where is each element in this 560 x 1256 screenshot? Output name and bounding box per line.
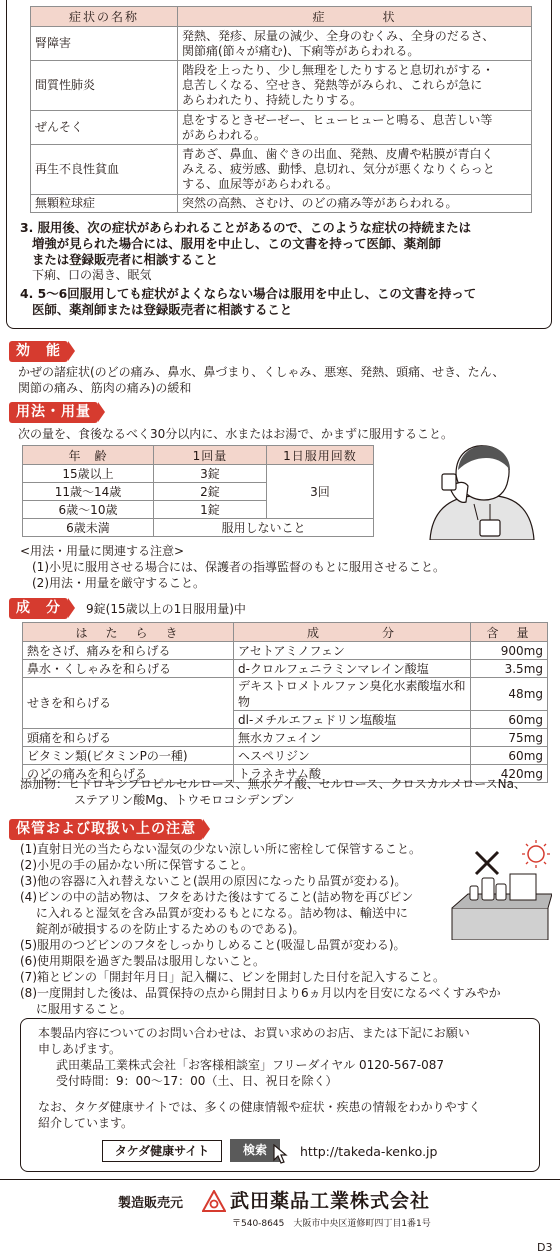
dosage-notes: <用法・用量に関連する注意> (1)小児に服用させる場合には、保護者の指導監督のもとに服用させること。 (2)用法・用量を厳守すること。 <box>20 544 446 590</box>
ingredients-heading: 成 分 <box>9 598 68 619</box>
dosage-table <box>22 445 374 537</box>
no-dose-cell: 服用しないこと <box>154 519 374 537</box>
action-header: は た ら き <box>23 623 234 642</box>
warning-3: 3. 服用後、次の症状があらわれることがあるので、このような症状の持続または 増強が見られた場合には、服用を中止し、この文書を持って医師、薬剤師 または登録販売者に相談すること 下痢、口の渇き、眠気 <box>20 220 472 282</box>
amount-header: 1回量 <box>154 446 267 465</box>
ingredients-subtitle: 9錠(15歳以上の1日服用量)中 <box>86 602 246 616</box>
symptom-name: 再生不良性貧血 <box>31 145 178 195</box>
amount-cell: 48mg <box>471 678 548 711</box>
amount-cell: 1錠 <box>154 501 267 519</box>
component-cell: デキストロメトルファン臭化水素酸塩水和物 <box>234 678 471 711</box>
symptom-name: 無顆粒球症 <box>31 195 178 213</box>
amount-cell: 75mg <box>471 729 548 747</box>
symptom-name: 腎障害 <box>31 27 178 61</box>
warning-4: 4. 5～6回服用しても症状がよくならない場合は服用を中止し、この文書を持って 医師、薬剤師または登録販売者に相談すること <box>20 286 477 317</box>
action-cell: せきを和らげる <box>23 678 234 729</box>
efficacy-text: かぜの諸症状(のどの痛み、鼻水、鼻づまり、くしゃみ、悪寒、発熱、頭痛、せき、たん、 関節の痛み、筋肉の痛み)の緩和 <box>18 365 505 395</box>
amount-header: 含 量 <box>471 623 548 642</box>
action-cell: ビタミン類(ビタミンPの一種) <box>23 747 234 765</box>
storage-list: (1)直射日光の当たらない湿気の少ない涼しい所に密栓して保管すること。 (2)小児の手の届かない所に保管すること。 (3)他の容器に入れ替えないこと(誤用の原因になったり品質が変わる)。 (4)ビンの中の詰め物は、フタをあけた後はすてること(詰め物を再びビン に入れると湿気を含み品質が変わるもとになる。詰め物は、輸送中に 錠剤が破損するのを防止するためのものである)。 (5)服用のつどビンのフタをしっかりしめること(吸湿し品質が変わる)。 (6)使用期限を過ぎた製品は服用しないこと。 (7)箱とビンの「開封年月日」記入欄に、ビンを開封した日付を記入すること。 (8)一度開封した後は、品質保持の点から開封日より6ヵ月以内を目安になるべくすみやか に服用すること。 <box>20 842 501 1016</box>
maker-label: 製造販売元 <box>118 1196 184 1211</box>
times-cell: 3回 <box>267 465 374 519</box>
component-cell: dl-メチルエフェドリン塩酸塩 <box>234 711 471 729</box>
age-cell: 11歳～14歳 <box>23 483 154 501</box>
component-header: 成 分 <box>234 623 471 642</box>
symptom-name: 間質性肺炎 <box>31 61 178 111</box>
search-button[interactable]: 検索 <box>230 1139 280 1162</box>
symptom-name: ぜんそく <box>31 111 178 145</box>
page-code: D3 <box>537 1241 553 1254</box>
amount-cell: 3.5mg <box>471 660 548 678</box>
action-cell: 鼻水・くしゃみを和らげる <box>23 660 234 678</box>
divider <box>0 1179 560 1180</box>
contact-text: 本製品内容についてのお問い合わせは、お買い求めのお店、または下記にお願い 申しあげます。 武田薬品工業株式会社「お客様相談室」フリーダイヤル 0120-567-087 受付時間：9：00～17：00（土、日、祝日を除く） なお、タケダ健康サイトでは、多くの健康情報や症状・疾患の情報をわかりやすく 紹介しています。 <box>38 1026 481 1130</box>
component-cell: 無水カフェイン <box>234 729 471 747</box>
component-cell: アセトアミノフェン <box>234 642 471 660</box>
company-name: 武田薬品工業株式会社 <box>230 1190 431 1212</box>
ingredients-table <box>22 622 548 783</box>
symptom-desc: 息をするときゼーゼー、ヒューヒューと鳴る、息苦しい等 があらわれる。 <box>178 111 532 145</box>
symptom-name-header: 症状の名称 <box>31 7 178 27</box>
amount-cell: 2錠 <box>154 483 267 501</box>
component-cell: トラネキサム酸 <box>234 765 471 783</box>
component-cell: ヘスペリジン <box>234 747 471 765</box>
company-address: 〒540-8645 大阪市中央区道修町四丁目1番1号 <box>232 1219 431 1229</box>
age-header: 年 齢 <box>23 446 154 465</box>
amount-cell: 900mg <box>471 642 548 660</box>
amount-cell: 60mg <box>471 747 548 765</box>
efficacy-heading: 効 能 <box>9 341 68 362</box>
takeda-logo-icon <box>202 1190 226 1212</box>
symptom-desc: 青あざ、鼻血、歯ぐきの出血、発熱、皮膚や粘膜が青白く みえる、疲労感、動悸、息切れ、気分が悪くなりくらっと する、血尿等があらわれる。 <box>178 145 532 195</box>
prohibited-x-icon <box>476 852 498 874</box>
action-cell: 頭痛を和らげる <box>23 729 234 747</box>
dosage-intro: 次の量を、食後なるべく30分以内に、水またはお湯で、かまずに服用すること。 <box>18 427 454 441</box>
dosage-heading: 用法・用量 <box>9 402 98 423</box>
symptom-table <box>30 6 532 213</box>
symptom-desc: 階段を上ったり、少し無理をしたりすると息切れがする・ 息苦しくなる、空せき、発熱等がみられ、これらが急に あらわれたり、持続したりする。 <box>178 61 532 111</box>
symptom-desc: 発熱、発疹、尿量の減少、全身のむくみ、全身のだるさ、 関節痛(節々が痛む)、下痢等があらわれる。 <box>178 27 532 61</box>
age-cell: 6歳～10歳 <box>23 501 154 519</box>
cursor-icon <box>272 1144 288 1164</box>
site-url[interactable]: http://takeda-kenko.jp <box>300 1144 438 1159</box>
times-header: 1日服用回数 <box>267 446 374 465</box>
person-taking-medicine-icon <box>420 440 542 540</box>
component-cell: d-クロルフェニラミンマレイン酸塩 <box>234 660 471 678</box>
storage-heading: 保管および取扱い上の注意 <box>9 819 203 840</box>
action-cell: のどの痛みを和らげる <box>23 765 234 783</box>
sun-icon <box>522 840 550 868</box>
storage-warning-illustration <box>448 840 552 940</box>
action-cell: 熱をさげ、痛みを和らげる <box>23 642 234 660</box>
age-cell: 6歳未満 <box>23 519 154 537</box>
age-cell: 15歳以上 <box>23 465 154 483</box>
symptom-desc: 突然の高熱、さむけ、のどの痛み等があらわれる。 <box>178 195 532 213</box>
symptom-header: 症 状 <box>178 7 532 27</box>
amount-cell: 60mg <box>471 711 548 729</box>
amount-cell: 3錠 <box>154 465 267 483</box>
additives: 添加物：ヒドロキシプロピルセルロース、無水ケイ酸、セルロース、クロスカルメロースNa、 ステアリン酸Mg、トウモロコシデンプン <box>20 777 526 807</box>
amount-cell: 420mg <box>471 765 548 783</box>
search-input[interactable]: タケダ健康サイト <box>102 1140 222 1162</box>
